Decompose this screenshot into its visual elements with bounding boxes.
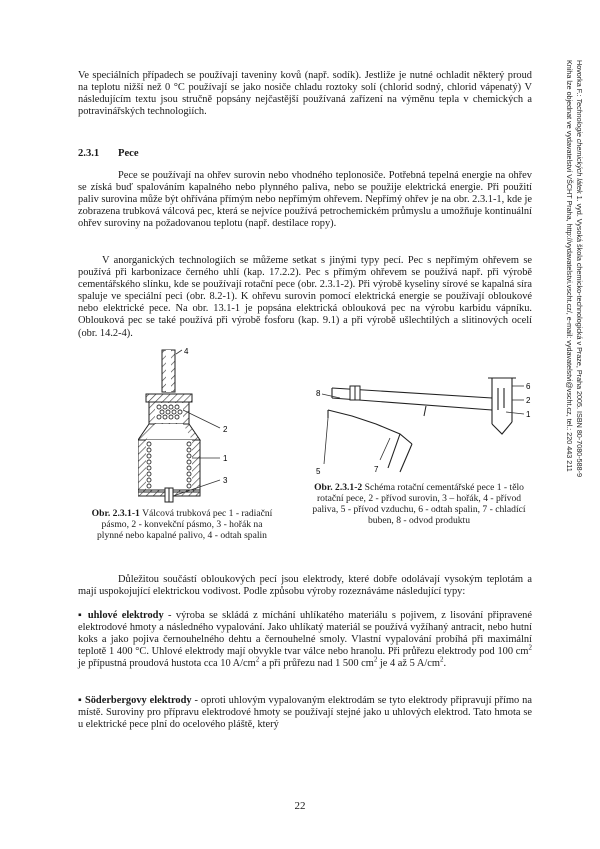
- figure-2-callout-2: 2: [526, 396, 531, 405]
- bullet-soderberg-electrodes: [78, 695, 532, 731]
- figure-2-caption: [306, 482, 532, 526]
- side-citation-line-2: Kniha lze objednat ve vydavatelství VŠCHT Praha, http://vydavatelstvi.vscht.cz/, e-mail: vydavatelstvi@vscht.cz, tel.: 220 443 211: [565, 60, 575, 472]
- bullet-marker: ▪: [78, 610, 84, 621]
- figure-2-callout-7: 7: [374, 465, 379, 474]
- cooler-drum: [328, 410, 412, 472]
- figure-2-caption-text: Schéma rotační cementářské pece 1 - tělo rotační pece, 2 - přívod surovin, 3 – hořák, 4 - přívod paliva, 5 - přívod vzduchu, 6 - odtah spalin, 7 - chladící buben, 8 - odvod produktu: [312, 482, 526, 526]
- section-title: Pece: [118, 148, 139, 159]
- figure-2-callout-6: 6: [526, 382, 531, 391]
- figure-1-caption-text: Válcová trubková pec 1 - radiační pásmo, 2 - konvekční pásmo, 3 - hořák na plynné nebo kapalné palivo, 4 - odtah spalin: [97, 508, 273, 541]
- page-number: 22: [294, 800, 306, 812]
- bullet-carbon-text-b: je přípustná proudová hustota cca 10 A/cm: [78, 658, 256, 670]
- citation-title: Technologie chemických látek: [575, 98, 584, 194]
- side-citation: [554, 60, 584, 720]
- figure-1-callout-4: 4: [184, 348, 189, 356]
- section-number: 2.3.1: [78, 148, 100, 159]
- side-citation-line-1: [574, 60, 584, 720]
- section-heading: [78, 148, 139, 159]
- kiln-stack: [488, 378, 516, 434]
- figure-1-callout-3: 3: [223, 476, 228, 485]
- bullet-carbon-text-a: - výroba se skládá z míchání uhlíkatého materiálu s pojivem, z lisování připravené elektrodové hmoty a následného vypalování. Jako uhlíkatý materiál se používá vyžíhaný antracit, nebo hutní koks a jako pojiva černouhelného dehtu a černouhelné smoly. Vlastní vypalování probíhá při maximální teplotě 1 400 °C. Uhlové elektrody mají obvykle tvar válce nebo hranolu. Při průřezu elektrody pod 100 cm: [78, 610, 532, 658]
- paragraph-electrodes: Důležitou součástí obloukových pecí jsou elektrody, které dobře odolávají vysokým teplotám a mají uspokojující elektrickou vodivost. Podle způsobu výroby rozeznáváme následující typy:: [78, 574, 532, 598]
- figure-1-caption: [88, 508, 276, 541]
- bullet-marker: ▪: [78, 695, 83, 706]
- superscript: 2: [439, 655, 444, 664]
- bullet-carbon-electrodes: [78, 610, 532, 670]
- superscript: 2: [373, 655, 378, 664]
- figure-2-callout-1: 1: [526, 410, 531, 419]
- citation-publisher: 1. vyd. Vysoká škola chemicko-technologická v Praze, Praha 2005. ISBN 80-7080-588-9: [575, 193, 584, 477]
- figure-2-rotary-kiln: [316, 376, 542, 476]
- bullet-carbon-text-c: a při průřezu nad 1 500 cm: [259, 658, 374, 670]
- bullet-soderberg-text: - oproti uhlovým vypalovaným elektrodám se tyto elektrody připravují přímo na místě. Suroviny pro přípravu elektrodové hmoty se používají stejné jako u uhlových elektrod. Tato hmota se u elektrické pece plní do ocelového pláště, který: [78, 695, 532, 731]
- paragraph-pece-1: Pece se používají na ohřev surovin nebo vhodného teplonosiče. Potřebná tepelná energie na ohřev se získá buď spalováním kapalného nebo plynného paliva, nebo se použije elektrická energie. Při použití paliv surovina může být ohřívána přímým nebo nepřímým ohřevem. Nepřímý ohřev je na obr. 2.3.1-1, kde je zobrazena trubková válcová pec, která se nejvíce používá petrochemickém průmyslu a umožňuje kontinuální ohřev suroviny na požadovanou teplotu (např. destilace ropy).: [78, 170, 532, 230]
- figure-1-label: Obr. 2.3.1-1: [91, 508, 140, 519]
- figure-2-callout-5: 5: [316, 467, 321, 476]
- citation-author: Hovorka F.:: [575, 60, 584, 99]
- figure-2-label: Obr. 2.3.1-2: [314, 482, 363, 493]
- intro-paragraph: Ve speciálních případech se používají taveniny kovů (např. sodík). Jestliže je nutné ochladit některý proud na teplotu nižší než 0 °C používají se jako nosiče chladu roztoky solí (chlorid sodný, chlorid vápenatý) V následujícím textu jsou stručně popsány nejčastější používaná zařízení na výměnu tepla v chemických a potravinářských technologiích.: [78, 70, 532, 118]
- figure-2-callout-8: 8: [316, 389, 321, 398]
- superscript: 2: [528, 643, 532, 652]
- convection-section: [146, 394, 192, 402]
- figure-1-callout-2: 2: [223, 425, 228, 434]
- bullet-carbon-text-d: je 4 až 5 A/cm: [377, 658, 440, 670]
- superscript: 2: [255, 655, 260, 664]
- bullet-term-carbon: uhlové elektrody: [87, 610, 164, 621]
- bullet-term-soderberg: Söderbergovy elektrody: [84, 695, 192, 706]
- paragraph-pece-2: V anorganických technologiích se můžeme setkat s jinými typy pecí. Pec s nepřímým ohřevem se používá při karbonizace černého uhlí (kap. 17.2.2). Pec s přímým ohřevem se používá např. při výrobě cementářského slínku, kde se používají rotační pece (obr. 2.3.1-2). Při výrobě kyseliny sírové se kapalná síra spaluje ve speciální peci (obr. 8.2-1). K ohřevu surovin pomocí elektrická energie se používají obloukové nebo elektrické pece. Na obr. 13.1-1 je popsána elektrická oblouková pec na výrobu karbidu vápníku. Oblouková pec se také používá při výrobě fosforu (kap. 9.1) a při výrobě ušlechtilých a slitinových ocelí (obr. 14.2-4).: [78, 255, 532, 339]
- figure-1-callout-1: 1: [223, 454, 228, 463]
- bullet-carbon-text-e: .: [443, 658, 447, 670]
- figure-1-tube-furnace: [138, 348, 238, 506]
